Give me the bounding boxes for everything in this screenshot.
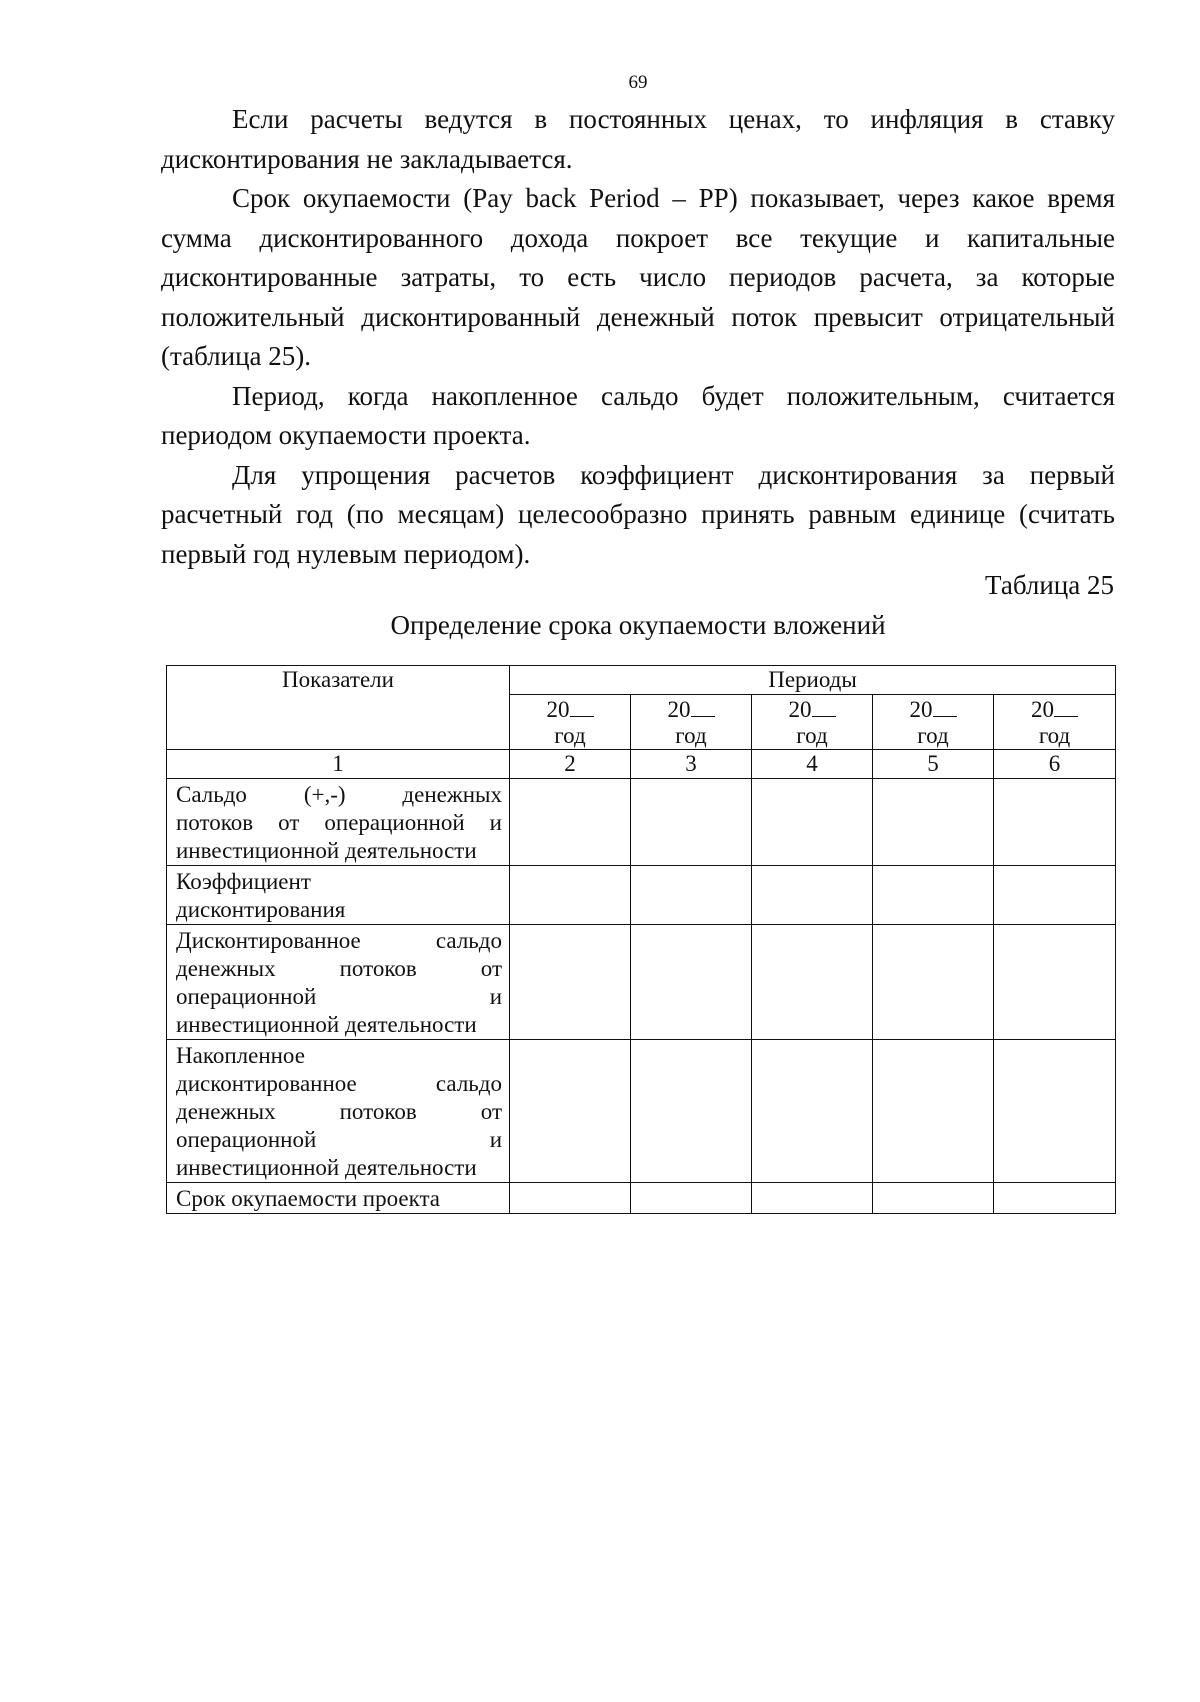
paragraph-2: Срок окупаемости (Pay back Period – PP) показывает, через какое время сумма дисконтированного дохода покроет все текущие и капитальные дисконтированные затраты, то есть число периодов расчета, за которые положительный дисконтированный денежный поток превысит отрицательный (таблица 25). [161, 183, 1115, 371]
table-row [167, 866, 1116, 925]
year-word: год [675, 723, 707, 748]
table-row [167, 779, 1116, 866]
value-cell [510, 1183, 631, 1214]
row-label-discount-factor [167, 866, 510, 925]
value-cell [873, 1040, 994, 1183]
row-label-line: Срок окупаемости проекта [176, 1186, 440, 1211]
value-cell [752, 1183, 873, 1214]
value-cell [752, 925, 873, 1040]
body-text [161, 100, 1115, 574]
row-label-line: инвестиционной деятельности [176, 1012, 477, 1037]
row-label-line: Дисконтированное сальдо [176, 928, 502, 953]
row-label-line: потоков от операционной и [176, 810, 502, 835]
value-cell [873, 925, 994, 1040]
column-number-cell: 6 [994, 750, 1116, 779]
row-label-line: операционной и [176, 984, 502, 1009]
table-caption: Таблица 25 [985, 570, 1114, 600]
year-word: год [554, 723, 586, 748]
year-blank-line [933, 698, 957, 717]
table-header-row [167, 666, 1116, 695]
table-title: Определение срока окупаемости вложений [390, 610, 886, 640]
value-cell [752, 866, 873, 925]
year-prefix: 20 [788, 697, 812, 722]
row-label-line: Сальдо (+,-) денежных [176, 782, 502, 807]
value-cell [631, 866, 752, 925]
value-cell [631, 1183, 752, 1214]
value-cell [510, 779, 631, 866]
value-cell [510, 1040, 631, 1183]
year-prefix: 20 [909, 697, 933, 722]
year-header-cell [994, 695, 1116, 750]
value-cell [994, 925, 1116, 1040]
header-periods: Периоды [510, 666, 1116, 695]
value-cell [510, 925, 631, 1040]
row-label-line: дисконтирования [176, 897, 346, 922]
year-word: год [1038, 723, 1071, 748]
paragraph-3: Период, когда накопленное сальдо будет положительным, считается периодом окупаемости проекта. [161, 380, 1115, 450]
row-label-line: денежных потоков от [176, 1099, 502, 1124]
column-number-cell: 5 [873, 750, 994, 779]
value-cell [994, 866, 1116, 925]
paragraph-4: Для упрощения расчетов коэффициент дисконтирования за первый расчетный год (по месяцам) целесообразно принять равным единице (считать первый год нулевым периодом). [161, 459, 1115, 569]
year-blank-line [570, 698, 594, 717]
page-number: 69 [628, 72, 648, 93]
column-number-cell: 3 [631, 750, 752, 779]
header-indicators: Показатели [167, 666, 510, 750]
table-row [167, 925, 1116, 1040]
value-cell [631, 779, 752, 866]
value-cell [994, 779, 1116, 866]
row-label-line: денежных потоков от [176, 956, 502, 981]
value-cell [631, 1040, 752, 1183]
table-row [167, 1183, 1116, 1214]
value-cell [994, 1183, 1116, 1214]
year-word: год [917, 723, 949, 748]
year-prefix: 20 [1031, 697, 1055, 722]
row-label-line: операционной и [176, 1127, 502, 1152]
row-label-payback-period [167, 1183, 510, 1214]
column-number-row [167, 750, 1116, 779]
row-label-discounted-balance [167, 925, 510, 1040]
row-label-line: Коэффициент [176, 869, 311, 894]
column-number-cell: 2 [510, 750, 631, 779]
value-cell [994, 1040, 1116, 1183]
value-cell [631, 925, 752, 1040]
value-cell [873, 866, 994, 925]
payback-table [166, 665, 1116, 1214]
year-word: год [796, 723, 828, 748]
value-cell [510, 866, 631, 925]
row-label-line: инвестиционной деятельности [176, 838, 477, 863]
row-label-cumulative-discounted-balance [167, 1040, 510, 1183]
row-label-line: инвестиционной деятельности [176, 1155, 477, 1180]
row-label-line: дисконтированное сальдо [176, 1071, 502, 1096]
year-header-cell [510, 695, 631, 750]
year-blank-line [1054, 698, 1078, 717]
table-row [167, 1040, 1116, 1183]
year-prefix: 20 [546, 697, 570, 722]
year-header-cell [873, 695, 994, 750]
year-blank-line [691, 698, 715, 717]
value-cell [873, 1183, 994, 1214]
value-cell [752, 779, 873, 866]
column-number-cell: 1 [167, 750, 510, 779]
paragraph-1: Если расчеты ведутся в постоянных ценах, то инфляция в ставку дисконтирования не закладывается. [161, 104, 1115, 174]
year-prefix: 20 [667, 697, 691, 722]
value-cell [873, 779, 994, 866]
value-cell [752, 1040, 873, 1183]
row-label-line: Накопленное [176, 1043, 305, 1068]
row-label-cash-flow-balance [167, 779, 510, 866]
year-blank-line [812, 698, 836, 717]
year-header-cell [752, 695, 873, 750]
year-header-cell [631, 695, 752, 750]
column-number-cell: 4 [752, 750, 873, 779]
